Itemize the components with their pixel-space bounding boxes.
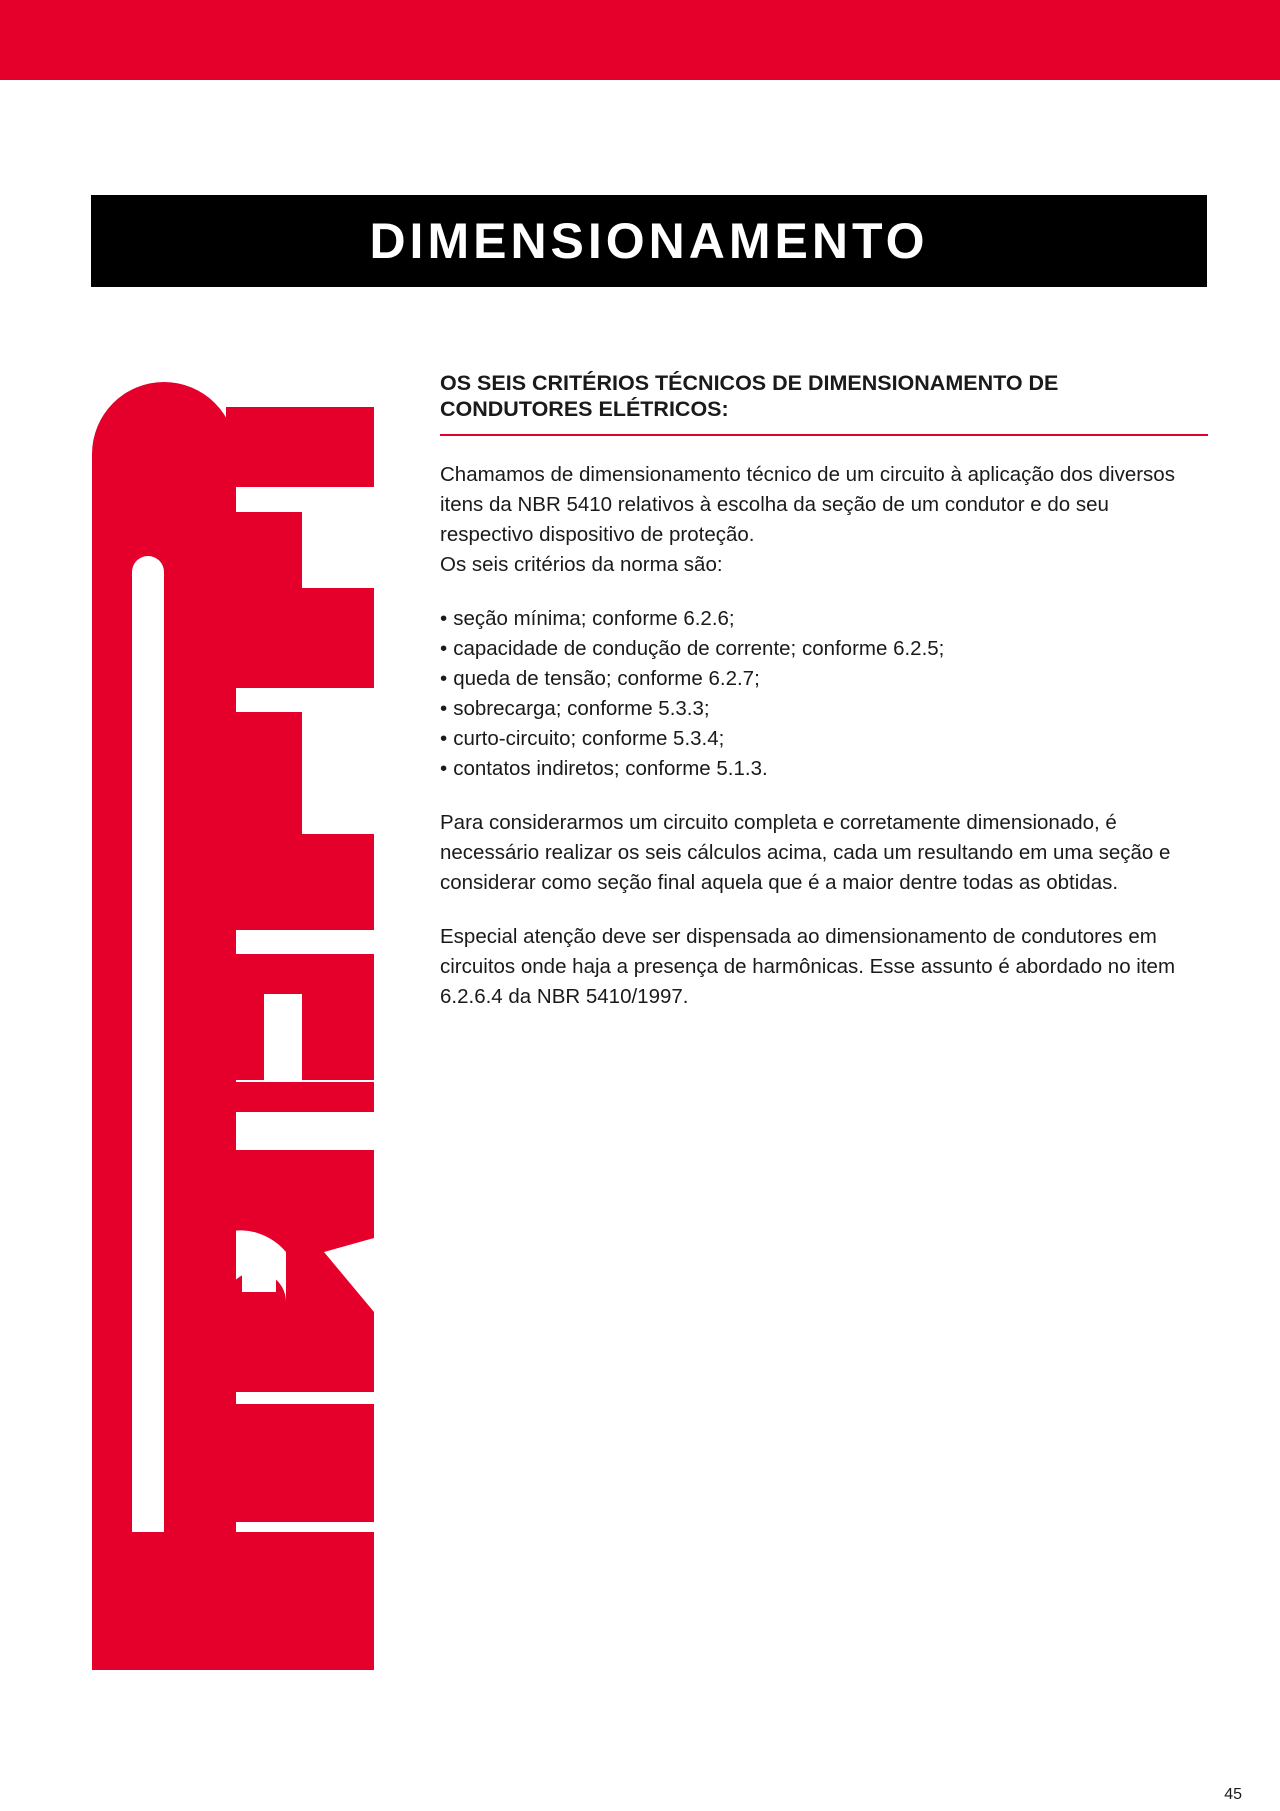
bullet-icon: • bbox=[440, 697, 448, 720]
list-item: • capacidade de condução de corrente; conforme 6.2.5; bbox=[440, 637, 945, 660]
section-heading-line2: CONDUTORES ELÉTRICOS: bbox=[440, 397, 729, 421]
section-heading-line1: OS SEIS CRITÉRIOS TÉCNICOS DE DIMENSIONAMENTO DE bbox=[440, 371, 1059, 395]
list-item: • contatos indiretos; conforme 5.1.3. bbox=[440, 757, 768, 780]
page-number: 45 bbox=[1224, 1786, 1242, 1803]
intro-paragraph: Chamamos de dimensionamento técnico de um circuito à aplicação dos diversos itens da NBR 5410 relativos à escolha da seção de um condutor e do seu respectivo dispositivo de proteção. bbox=[440, 463, 1175, 546]
heading-underline bbox=[440, 434, 1208, 436]
logo-letter-i-bottom bbox=[226, 1404, 374, 1522]
logo-letter-p-foot bbox=[92, 1532, 374, 1670]
list-item: • seção mínima; conforme 6.2.6; bbox=[440, 607, 735, 630]
page-title: DIMENSIONAMENTO bbox=[369, 213, 929, 269]
bullet-icon: • bbox=[440, 667, 448, 690]
bullet-icon: • bbox=[440, 607, 448, 630]
list-item: • curto-circuito; conforme 5.3.4; bbox=[440, 727, 725, 750]
pirelli-logo bbox=[92, 382, 374, 1670]
criteria-list bbox=[440, 604, 1208, 784]
bullet-icon: • bbox=[440, 637, 448, 660]
bullet-icon: • bbox=[440, 727, 448, 750]
paragraph-dimensioning: Para considerarmos um circuito completa e corretamente dimensionado, é necessário realizar os seis cálculos acima, cada um resultando em uma seção e considerar como seção final aquela que é a maior dentre todas as obtidas. bbox=[440, 811, 1171, 894]
section-heading bbox=[440, 370, 1208, 422]
title-banner bbox=[91, 195, 1207, 287]
logo-letter-i-top bbox=[226, 407, 374, 487]
top-red-band bbox=[0, 0, 1280, 80]
list-item: • sobrecarga; conforme 5.3.3; bbox=[440, 697, 710, 720]
bullet-icon: • bbox=[440, 757, 448, 780]
logo-letter-l1 bbox=[226, 512, 374, 688]
main-content bbox=[440, 370, 1208, 1012]
list-item: • queda de tensão; conforme 6.2.7; bbox=[440, 667, 760, 690]
logo-letter-l2 bbox=[226, 712, 374, 930]
intro-line-2: Os seis critérios da norma são: bbox=[440, 553, 723, 576]
paragraph-harmonics: Especial atenção deve ser dispensada ao dimensionamento de condutores em circuitos onde haja a presença de harmônicas. Esse assunto é abordado no item 6.2.6.4 da NBR 5410/1997. bbox=[440, 925, 1176, 1008]
